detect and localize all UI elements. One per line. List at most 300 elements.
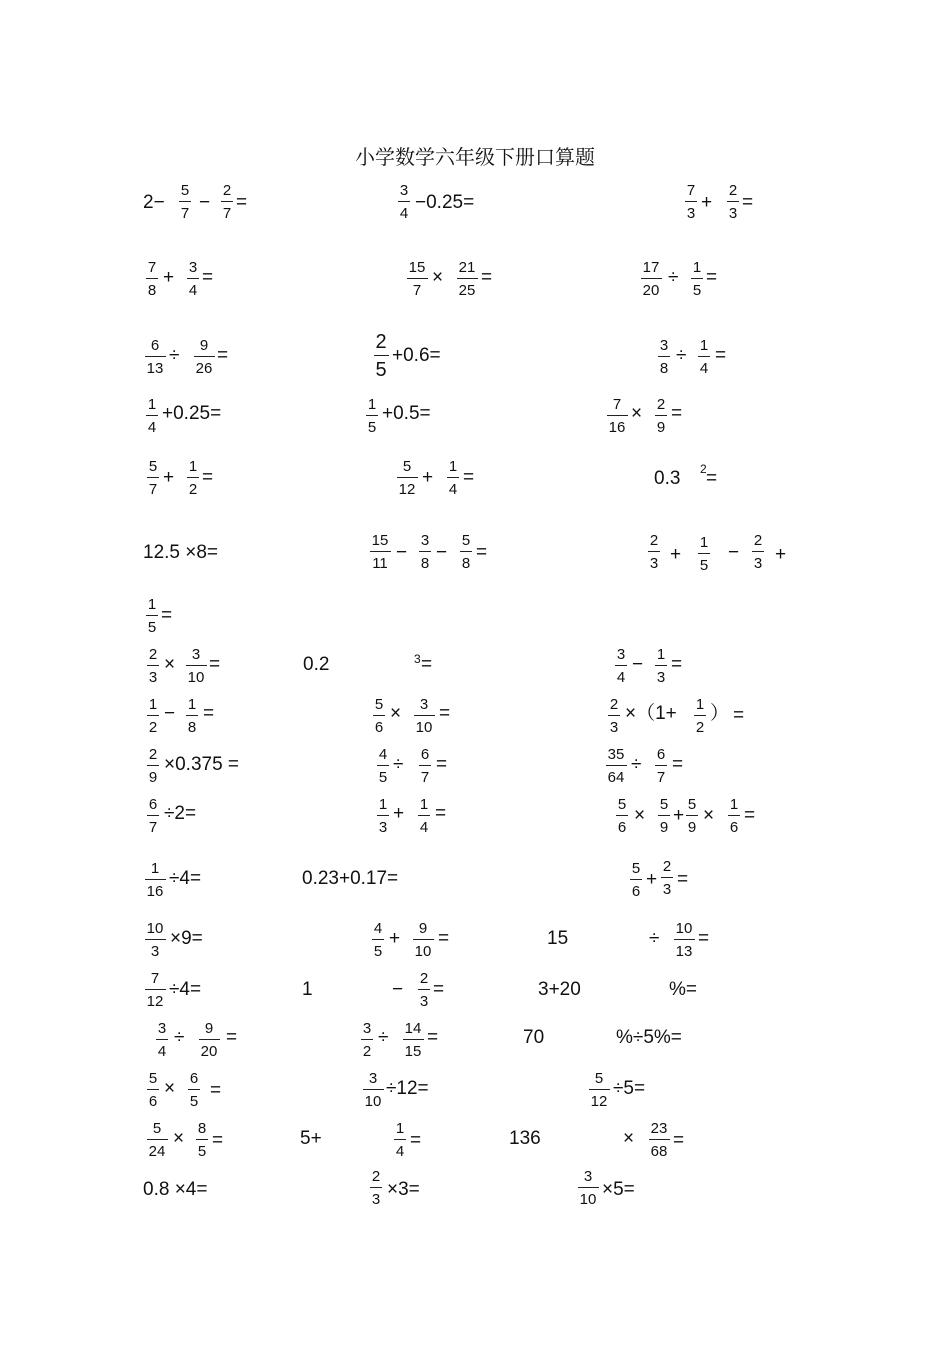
expression-text: =: [677, 869, 689, 890]
fraction-numerator: 1: [148, 696, 158, 713]
fraction-bar: [414, 715, 435, 716]
fraction-denominator: 12: [146, 993, 164, 1010]
fraction-denominator: 4: [448, 481, 458, 498]
fraction-bar: [377, 815, 389, 816]
fraction-bar: [370, 1187, 382, 1188]
fraction-numerator: 2: [649, 532, 659, 549]
fraction-denominator: 7: [222, 205, 232, 222]
fraction-denominator: 3: [649, 555, 659, 572]
fraction: [360, 533, 400, 571]
fraction-denominator: 9: [656, 419, 666, 436]
fraction-denominator: 12: [398, 481, 416, 498]
fraction-bar: [727, 201, 739, 202]
expression-text: ×3=: [387, 1179, 420, 1200]
fraction-numerator: 5: [617, 796, 627, 813]
expression-text: =: [742, 192, 754, 213]
fraction-numerator: 1: [378, 796, 388, 813]
expression-text: =: [744, 805, 756, 826]
fraction-bar: [686, 815, 698, 816]
exponent: 2: [700, 462, 707, 476]
expression-text: 70: [523, 1027, 545, 1048]
expression-text: +0.25=: [162, 403, 222, 424]
fraction-bar: [147, 1139, 168, 1140]
fraction-bar: [397, 477, 418, 478]
fraction-denominator: 16: [608, 419, 626, 436]
expression-text: ÷5=: [613, 1078, 646, 1099]
expression-text: =: [427, 1027, 439, 1048]
fraction-denominator: 5: [692, 282, 702, 299]
expression-text: +: [673, 805, 685, 826]
expression-text: 136: [509, 1128, 541, 1149]
fraction-bar: [199, 1039, 220, 1040]
fraction-numerator: 5: [461, 532, 471, 549]
expression-text: −: [396, 542, 408, 563]
fraction-numerator: 3: [616, 646, 626, 663]
exponent: 3: [414, 652, 421, 666]
fraction-numerator: 17: [642, 259, 660, 276]
expression-text: %÷5%=: [616, 1027, 682, 1048]
expression-text: +: [389, 928, 401, 949]
fraction-denominator: 2: [362, 1043, 372, 1060]
expression-text: ÷: [169, 345, 180, 366]
fraction-bar: [147, 1089, 159, 1090]
expression-text: ×9=: [170, 928, 203, 949]
expression-text: +0.6=: [392, 345, 441, 366]
fraction-numerator: 3: [583, 1168, 593, 1185]
expression-text: 0.3: [654, 468, 681, 489]
expression-text: 1: [302, 979, 313, 1000]
expression-text: ÷4=: [169, 979, 202, 1000]
fraction-denominator: 7: [148, 481, 158, 498]
fraction-numerator: 1: [367, 396, 377, 413]
fraction-denominator: 8: [659, 360, 669, 377]
fraction-numerator: 1: [419, 796, 429, 813]
fraction-numerator: 2: [656, 396, 666, 413]
fraction-numerator: 1: [699, 534, 709, 551]
fraction-bar: [606, 765, 627, 766]
fraction-denominator: 3: [419, 993, 429, 1010]
fraction-numerator: 21: [458, 259, 476, 276]
fraction-denominator: 9: [148, 769, 158, 786]
fraction-bar: [418, 815, 430, 816]
fraction-denominator: 8: [147, 282, 157, 299]
fraction-numerator: 3: [362, 1020, 372, 1037]
expression-text: ÷4=: [169, 868, 202, 889]
expression-text: −: [164, 703, 176, 724]
fraction-denominator: 8: [420, 555, 430, 572]
fraction-bar: [649, 1139, 670, 1140]
fraction-denominator: 7: [148, 819, 158, 836]
expression-text: =: [202, 467, 214, 488]
fraction-denominator: 4: [419, 819, 429, 836]
expression-text: =: [698, 928, 710, 949]
expression-text: 0.23+0.17=: [302, 868, 399, 889]
fraction-denominator: 10: [414, 943, 432, 960]
fraction-denominator: 15: [404, 1043, 422, 1060]
fraction-numerator: 5: [148, 1070, 158, 1087]
fraction: [684, 535, 724, 573]
fraction-bar: [156, 1039, 168, 1040]
expression-text: =: [706, 267, 718, 288]
fraction-numerator: 2: [609, 696, 619, 713]
expression-text: =: [212, 1130, 224, 1151]
fraction-numerator: 7: [147, 259, 157, 276]
fraction: [189, 1021, 229, 1059]
fraction-denominator: 3: [371, 1191, 381, 1208]
expression-text: =: [202, 267, 214, 288]
fraction-numerator: 35: [607, 746, 625, 763]
fraction: [738, 533, 778, 571]
expression-text: =: [210, 1080, 222, 1101]
expression-text: −: [199, 192, 211, 213]
fraction-bar: [188, 1089, 200, 1090]
expression-text: =: [481, 267, 493, 288]
fraction-bar: [361, 1039, 373, 1040]
fraction-numerator: 15: [408, 259, 426, 276]
fraction-denominator: 25: [458, 282, 476, 299]
fraction: [135, 921, 175, 959]
fraction-denominator: 20: [200, 1043, 218, 1060]
fraction-bar: [698, 553, 710, 554]
fraction-numerator: 1: [395, 1120, 405, 1137]
fraction-numerator: 2: [222, 182, 232, 199]
fraction-bar: [146, 278, 158, 279]
fraction-numerator: 2: [371, 1168, 381, 1185]
fraction-denominator: 3: [656, 669, 666, 686]
fraction-numerator: 5: [152, 1120, 162, 1137]
fraction-denominator: 10: [364, 1093, 382, 1110]
fraction-numerator: 6: [148, 796, 158, 813]
fraction-denominator: 20: [642, 282, 660, 299]
fraction-bar: [447, 477, 459, 478]
fraction-bar: [186, 715, 198, 716]
expression-text: ÷: [631, 754, 642, 775]
fraction-numerator: 2: [419, 970, 429, 987]
expression-text: =: [671, 403, 683, 424]
expression-text: =: [436, 754, 448, 775]
fraction-bar: [187, 278, 199, 279]
expression-text: 2−: [143, 192, 165, 213]
fraction-denominator: 10: [579, 1191, 597, 1208]
expression-text: +: [163, 467, 175, 488]
fraction-denominator: 4: [147, 419, 157, 436]
fraction-denominator: 4: [188, 282, 198, 299]
expression-text: ÷: [668, 267, 679, 288]
fraction-denominator: 7: [412, 282, 422, 299]
fraction-bar: [728, 815, 740, 816]
fraction-numerator: 1: [695, 696, 705, 713]
fraction-bar: [630, 879, 642, 880]
fraction-numerator: 6: [656, 746, 666, 763]
fraction-numerator: 5: [659, 796, 669, 813]
fraction-denominator: 3: [148, 669, 158, 686]
fraction-denominator: 6: [148, 1093, 158, 1110]
expression-text: =: [226, 1027, 238, 1048]
fraction-numerator: 4: [373, 920, 383, 937]
fraction-denominator: 2: [148, 719, 158, 736]
fraction-bar: [615, 665, 627, 666]
fraction-bar: [398, 201, 410, 202]
fraction-denominator: 3: [609, 719, 619, 736]
fraction-numerator: 1: [656, 646, 666, 663]
fraction-bar: [147, 477, 159, 478]
expression-text: =: [715, 345, 727, 366]
expression-text: +: [775, 544, 787, 565]
fraction-bar: [460, 551, 472, 552]
fraction-numerator: 7: [686, 182, 696, 199]
fraction-denominator: 5: [378, 769, 388, 786]
fraction-bar: [147, 815, 159, 816]
fraction-denominator: 6: [374, 719, 384, 736]
fraction: [631, 260, 671, 298]
fraction-denominator: 26: [195, 360, 213, 377]
fraction-numerator: 14: [404, 1020, 422, 1037]
fraction-denominator: 3: [150, 943, 160, 960]
fraction-bar: [179, 201, 191, 202]
fraction-denominator: 7: [180, 205, 190, 222]
fraction-bar: [661, 877, 673, 878]
fraction-numerator: 10: [146, 920, 164, 937]
fraction-numerator: 3: [191, 646, 201, 663]
fraction-bar: [186, 665, 207, 666]
fraction-bar: [145, 356, 166, 357]
fraction-numerator: 1: [448, 458, 458, 475]
fraction-denominator: 3: [662, 881, 672, 898]
expression-text: %=: [669, 979, 697, 1000]
expression-text: +0.5=: [382, 403, 431, 424]
expression-text: ÷: [378, 1027, 389, 1048]
fraction: [596, 747, 636, 785]
expression-text: +: [670, 544, 682, 565]
expression-text: =: [217, 345, 229, 366]
fraction-numerator: 10: [675, 920, 693, 937]
fraction-bar: [187, 477, 199, 478]
fraction-denominator: 5: [197, 1143, 207, 1160]
fraction-numerator: 2: [375, 331, 387, 353]
expression-text: ×0.375 =: [164, 754, 240, 775]
expression-text: =: [161, 605, 173, 626]
fraction-denominator: 10: [415, 719, 433, 736]
fraction-bar: [394, 1139, 406, 1140]
fraction-denominator: 5: [375, 359, 387, 381]
fraction-denominator: 64: [607, 769, 625, 786]
expression-text: 0.2: [303, 654, 330, 675]
fraction-bar: [145, 879, 166, 880]
fraction-numerator: 1: [187, 696, 197, 713]
fraction-numerator: 7: [612, 396, 622, 413]
fraction-bar: [366, 415, 378, 416]
fraction-bar: [147, 665, 159, 666]
fraction-numerator: 2: [662, 858, 672, 875]
expression-text: ）: [710, 703, 730, 724]
expression-text: ÷: [393, 754, 404, 775]
expression-text: −0.25=: [415, 192, 475, 213]
fraction: [634, 533, 674, 571]
fraction-bar: [607, 415, 628, 416]
fraction: [174, 1071, 214, 1109]
fraction-denominator: 7: [656, 769, 666, 786]
expression-text: 15: [547, 928, 569, 949]
expression-text: 5+: [300, 1128, 322, 1149]
fraction-numerator: 2: [728, 182, 738, 199]
page-title: 小学数学六年级下册口算题: [355, 145, 595, 170]
fraction-bar: [616, 815, 628, 816]
fraction-denominator: 5: [373, 943, 383, 960]
fraction-denominator: 11: [372, 555, 388, 572]
fraction-bar: [685, 201, 697, 202]
expression-text: −: [632, 654, 644, 675]
fraction-bar: [145, 939, 166, 940]
fraction-bar: [691, 278, 703, 279]
fraction-numerator: 1: [729, 796, 739, 813]
fraction-denominator: 16: [146, 883, 164, 900]
fraction-denominator: 4: [395, 1143, 405, 1160]
expression-text: =: [236, 192, 248, 213]
fraction-denominator: 9: [687, 819, 697, 836]
fraction-denominator: 8: [461, 555, 471, 572]
fraction-denominator: 4: [699, 360, 709, 377]
fraction-denominator: 10: [187, 669, 205, 686]
fraction-numerator: 1: [150, 860, 160, 877]
fraction-numerator: 8: [197, 1120, 207, 1137]
fraction-bar: [658, 815, 670, 816]
fraction-bar: [698, 356, 710, 357]
expression-text: =: [671, 654, 683, 675]
fraction-numerator: 1: [699, 337, 709, 354]
fraction-bar: [146, 615, 158, 616]
fraction-denominator: 9: [659, 819, 669, 836]
fraction-numerator: 3: [420, 532, 430, 549]
fraction-bar: [655, 665, 667, 666]
fraction-bar: [413, 939, 434, 940]
expression-text: =: [421, 654, 433, 675]
fraction-bar: [655, 415, 667, 416]
expression-text: ×: [390, 703, 402, 724]
expression-text: +: [393, 803, 405, 824]
fraction-bar: [370, 551, 391, 552]
fraction-numerator: 6: [420, 746, 430, 763]
expression-text: −: [436, 542, 448, 563]
expression-text: −: [728, 542, 740, 563]
fraction: [404, 697, 444, 735]
expression-text: ×: [164, 654, 176, 675]
fraction-numerator: 1: [147, 596, 157, 613]
fraction-numerator: 5: [631, 860, 641, 877]
fraction-numerator: 1: [147, 396, 157, 413]
expression-text: ×: [432, 267, 444, 288]
expression-text: ÷: [649, 928, 660, 949]
fraction-denominator: 3: [753, 555, 763, 572]
fraction-bar: [641, 278, 662, 279]
expression-text: ÷: [676, 345, 687, 366]
fraction-numerator: 6: [150, 337, 160, 354]
expression-text: +: [646, 869, 658, 890]
fraction-numerator: 5: [148, 458, 158, 475]
expression-text: =: [672, 754, 684, 775]
fraction-denominator: 8: [187, 719, 197, 736]
fraction-bar: [674, 939, 695, 940]
fraction-bar: [589, 1089, 610, 1090]
fraction-denominator: 68: [650, 1143, 668, 1160]
fraction-denominator: 12: [590, 1093, 608, 1110]
fraction-bar: [377, 765, 389, 766]
fraction-bar: [145, 989, 166, 990]
fraction-numerator: 1: [692, 259, 702, 276]
fraction-numerator: 23: [650, 1120, 668, 1137]
fraction-denominator: 2: [188, 481, 198, 498]
expression-text: 3+20: [538, 979, 581, 1000]
fraction-numerator: 5: [594, 1070, 604, 1087]
fraction-denominator: 13: [675, 943, 693, 960]
fraction-numerator: 4: [378, 746, 388, 763]
fraction-bar: [363, 1089, 384, 1090]
fraction-bar: [403, 1039, 424, 1040]
fraction-bar: [407, 278, 428, 279]
fraction-denominator: 24: [148, 1143, 166, 1160]
fraction-numerator: 2: [148, 746, 158, 763]
fraction-denominator: 2: [695, 719, 705, 736]
expression-text: ×: [164, 1078, 176, 1099]
fraction-numerator: 6: [189, 1070, 199, 1087]
fraction: [387, 459, 427, 497]
expression-text: ÷2=: [164, 803, 197, 824]
expression-text: =: [476, 542, 488, 563]
fraction-numerator: 9: [204, 1020, 214, 1037]
expression-text: ÷12=: [386, 1078, 429, 1099]
fraction-numerator: 2: [753, 532, 763, 549]
expression-text: ×: [631, 403, 643, 424]
fraction-numerator: 3: [399, 182, 409, 199]
expression-text: =: [209, 654, 221, 675]
fraction: [397, 260, 437, 298]
fraction-denominator: 3: [728, 205, 738, 222]
fraction-denominator: 6: [631, 883, 641, 900]
fraction-bar: [648, 551, 660, 552]
fraction-numerator: 15: [371, 532, 389, 549]
fraction-denominator: 5: [367, 419, 377, 436]
fraction-denominator: 4: [157, 1043, 167, 1060]
fraction-numerator: 9: [418, 920, 428, 937]
fraction-bar: [658, 356, 670, 357]
fraction-bar: [146, 415, 158, 416]
fraction-denominator: 4: [616, 669, 626, 686]
fraction-bar: [752, 551, 764, 552]
fraction-bar: [608, 715, 620, 716]
fraction-bar: [419, 551, 431, 552]
fraction-denominator: 4: [399, 205, 409, 222]
fraction-bar: [418, 989, 430, 990]
fraction-numerator: 3: [368, 1070, 378, 1087]
fraction: [403, 921, 443, 959]
expression-text: +: [701, 192, 713, 213]
fraction-numerator: 1: [188, 458, 198, 475]
fraction: [137, 1121, 177, 1159]
fraction-bar: [221, 201, 233, 202]
fraction-numerator: 5: [402, 458, 412, 475]
fraction-bar: [147, 765, 159, 766]
fraction-numerator: 3: [157, 1020, 167, 1037]
expression-text: =: [438, 928, 450, 949]
fraction-denominator: 13: [146, 360, 164, 377]
expression-text: 12.5 ×8=: [143, 542, 219, 563]
expression-text: =: [463, 467, 475, 488]
expression-text: 0.8 ×4=: [143, 1179, 208, 1200]
fraction-bar: [373, 715, 385, 716]
expression-text: =: [433, 979, 445, 1000]
fraction-numerator: 3: [419, 696, 429, 713]
fraction-numerator: 3: [659, 337, 669, 354]
fraction-bar: [374, 355, 389, 356]
